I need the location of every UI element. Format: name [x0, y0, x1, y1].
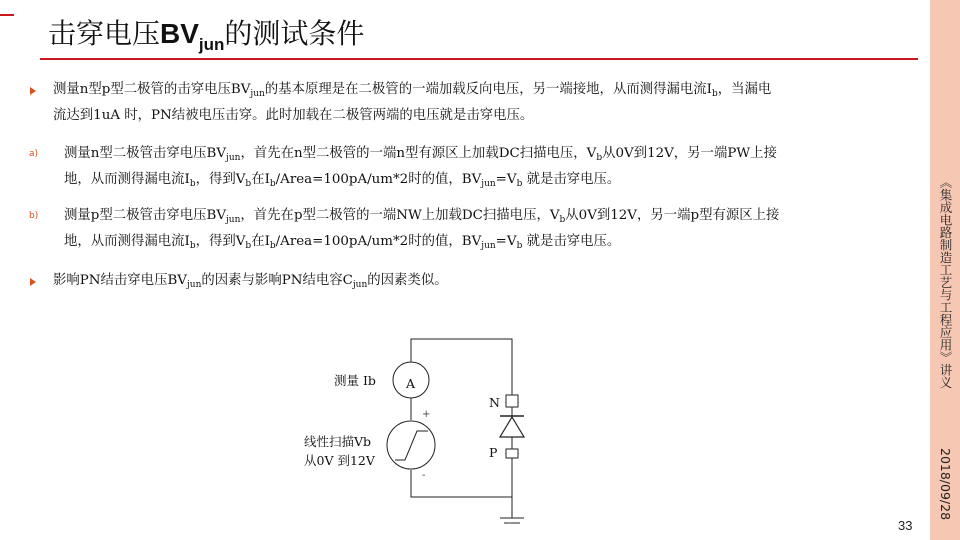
p-terminal-label: P — [489, 445, 498, 460]
ammeter-label: A — [406, 376, 416, 391]
sidebar-caption — [932, 176, 958, 520]
test-circuit-diagram — [290, 325, 550, 535]
measure-ib-label: 测量 Ib — [334, 373, 376, 388]
ramp-symbol — [395, 431, 428, 460]
ground-minus-sign: - — [508, 518, 512, 529]
diode-triangle — [500, 417, 524, 437]
plus-sign: + — [422, 409, 431, 420]
source-label-line2: 从0V 到12V — [304, 453, 375, 468]
page-number: 33 — [898, 518, 913, 533]
bullet-principle: 测量n型p型二极管的击穿电压$BV_{jun}$的基本原理是在二极管的一端加载反向电压，另一端接地，从而测得漏电流$I_b$，当漏电 流达到1uA 时，PN结被电压击穿。此时加载在二极管两端的电压就是击穿电压。 — [53, 82, 772, 123]
p-contact — [506, 449, 518, 458]
title-divider — [40, 58, 918, 60]
minus-sign: - — [422, 470, 426, 481]
sidebar-title: 《集成电路制造工艺与工程应用》讲义 — [938, 176, 953, 389]
bullet-arrow-icon — [30, 278, 36, 286]
sub-marker-b: b) — [29, 211, 39, 221]
bullet-factors: 影响PN结击穿电压$BV_{jun}$的因素与影响PN结电容$C_{jun}$的因素类似。 — [53, 273, 448, 290]
n-contact — [506, 395, 518, 407]
subitem-n-diode: 测量n型二极管击穿电压$BV_{jun}$，首先在n型二极管的一端n型有源区上加载DC扫描电压，$V_b$从0V到12V，另一端PW上接 地，从而测得漏电流$I_b$，得到$V_b$在$I_b/Area=100pA/um*2$时的值，$BV_{jun}=V_b$ 就是击穿电压。 — [64, 146, 777, 189]
bottom-wire — [411, 470, 512, 497]
source-label-line1: 线性扫描Vb — [304, 434, 372, 449]
subitem-p-diode: 测量p型二极管击穿电压$BV_{jun}$，首先在p型二极管的一端NW上加载DC扫描电压，$V_b$从0V到12V，另一端p型有源区上接 地，从而测得漏电流$I_b$，得到$V_b$在$I_b/Area=100pA/um*2$时的值，$BV_{jun}=V_b$ 就是击穿电压。 — [64, 208, 780, 251]
bullet-arrow-icon — [30, 87, 36, 95]
circuit-schematic — [290, 325, 550, 535]
sub-marker-a: a) — [29, 149, 39, 159]
page-title: 击穿电压$BV_{jun}$的测试条件 — [48, 17, 365, 54]
top-accent-rule — [0, 14, 14, 16]
n-terminal-label: N — [489, 395, 500, 410]
top-wire — [411, 339, 512, 395]
sidebar-date: 2018/09/28 — [938, 447, 953, 520]
